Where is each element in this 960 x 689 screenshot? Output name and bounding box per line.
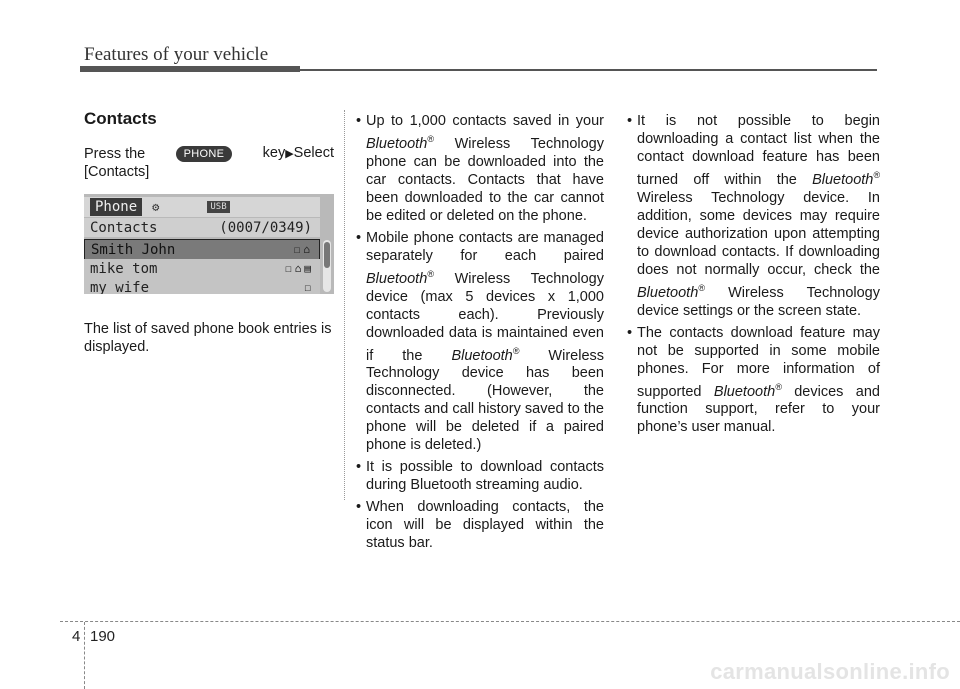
contact-list-item bbox=[84, 259, 320, 278]
header-rule-thin bbox=[300, 69, 877, 71]
bullet-item: • Up to 1,000 contacts saved in your Bluetooth® Wireless Technology phone can be downloaded into the car contacts. Contacts that have been downloaded to the car cannot be edited or deleted on the phone. bbox=[356, 112, 604, 225]
press-word: Press the bbox=[84, 145, 146, 162]
screen-scrollbar bbox=[323, 240, 331, 292]
bullet-item: • It is possible to download contacts during Bluetooth streaming audio. bbox=[356, 458, 604, 494]
screen-phone-tab: Phone bbox=[90, 198, 142, 216]
instruction-line bbox=[84, 144, 334, 163]
watermark-text: carmanualsonline.info bbox=[710, 659, 950, 684]
bullet-item: • It is not possible to begin downloading a contact list when the contact download feature has been turned off within the Bluetooth® Wireless Technology device. In addition, some devices may require device authorization upon attempting to download contacts. If downloading does not normally occur, check the Bluetooth® Wireless Technology device settings or the screen state. bbox=[627, 112, 880, 320]
usb-icon: USB bbox=[207, 201, 229, 213]
arrow-right-icon: ▶ bbox=[285, 148, 294, 160]
column-1 bbox=[84, 110, 334, 356]
contact-list-item bbox=[84, 239, 320, 260]
page-number: 190 bbox=[90, 628, 116, 645]
select-word: Select bbox=[293, 145, 334, 161]
section-heading: Contacts bbox=[84, 109, 157, 128]
header-rule-thick bbox=[80, 66, 300, 72]
footer-divider bbox=[84, 622, 85, 689]
bullet-item: • The contacts download feature may not be supported in some mobile phones. For more information of supported Bluetooth® devices and function support, refer to your phone’s user manual. bbox=[627, 324, 880, 437]
screen-scrollbar-thumb bbox=[324, 242, 330, 268]
contacts-count: (0007/0349) bbox=[219, 219, 312, 236]
key-word: key bbox=[262, 145, 286, 161]
bullet-item: • Mobile phone contacts are managed separately for each paired Bluetooth® Wireless Technology device (max 5 devices x 1,000 contacts each). Previously downloaded data is maintained even if the Bluetooth® Wireless Technology device has been disconnected. (However, the contacts and call history saved to the phone will be deleted if a paired phone is deleted.) bbox=[356, 229, 604, 455]
phone-type-icons: ☐ bbox=[304, 280, 314, 294]
key-select-text bbox=[263, 144, 334, 163]
contact-name: mike tom bbox=[90, 260, 158, 277]
bullet-item: • When downloading contacts, the icon will be displayed within the status bar. bbox=[356, 498, 604, 552]
saved-entries-text: The list of saved phone book entries is displayed. bbox=[84, 321, 332, 355]
head-unit-screen bbox=[84, 194, 334, 294]
contacts-label: Contacts bbox=[90, 219, 158, 236]
phone-type-icons: ☐⌂▤ bbox=[285, 261, 314, 275]
contact-list-item bbox=[84, 278, 320, 294]
select-target: [Contacts] bbox=[84, 164, 150, 180]
contact-name: my wife bbox=[90, 279, 150, 294]
screen-status-row bbox=[84, 197, 320, 217]
phone-key-badge: PHONE bbox=[176, 146, 233, 162]
screen-contacts-row bbox=[84, 218, 320, 237]
column-2 bbox=[356, 112, 604, 556]
column-divider bbox=[344, 110, 345, 500]
phone-type-icons: ☐⌂ bbox=[293, 242, 313, 256]
footer-rule bbox=[60, 621, 960, 622]
page-header-title: Features of your vehicle bbox=[84, 44, 269, 65]
contact-name: Smith John bbox=[91, 241, 176, 258]
chapter-number: 4 bbox=[72, 628, 81, 645]
bluetooth-settings-icon: ⚙ bbox=[152, 200, 160, 214]
column-3 bbox=[627, 112, 880, 440]
